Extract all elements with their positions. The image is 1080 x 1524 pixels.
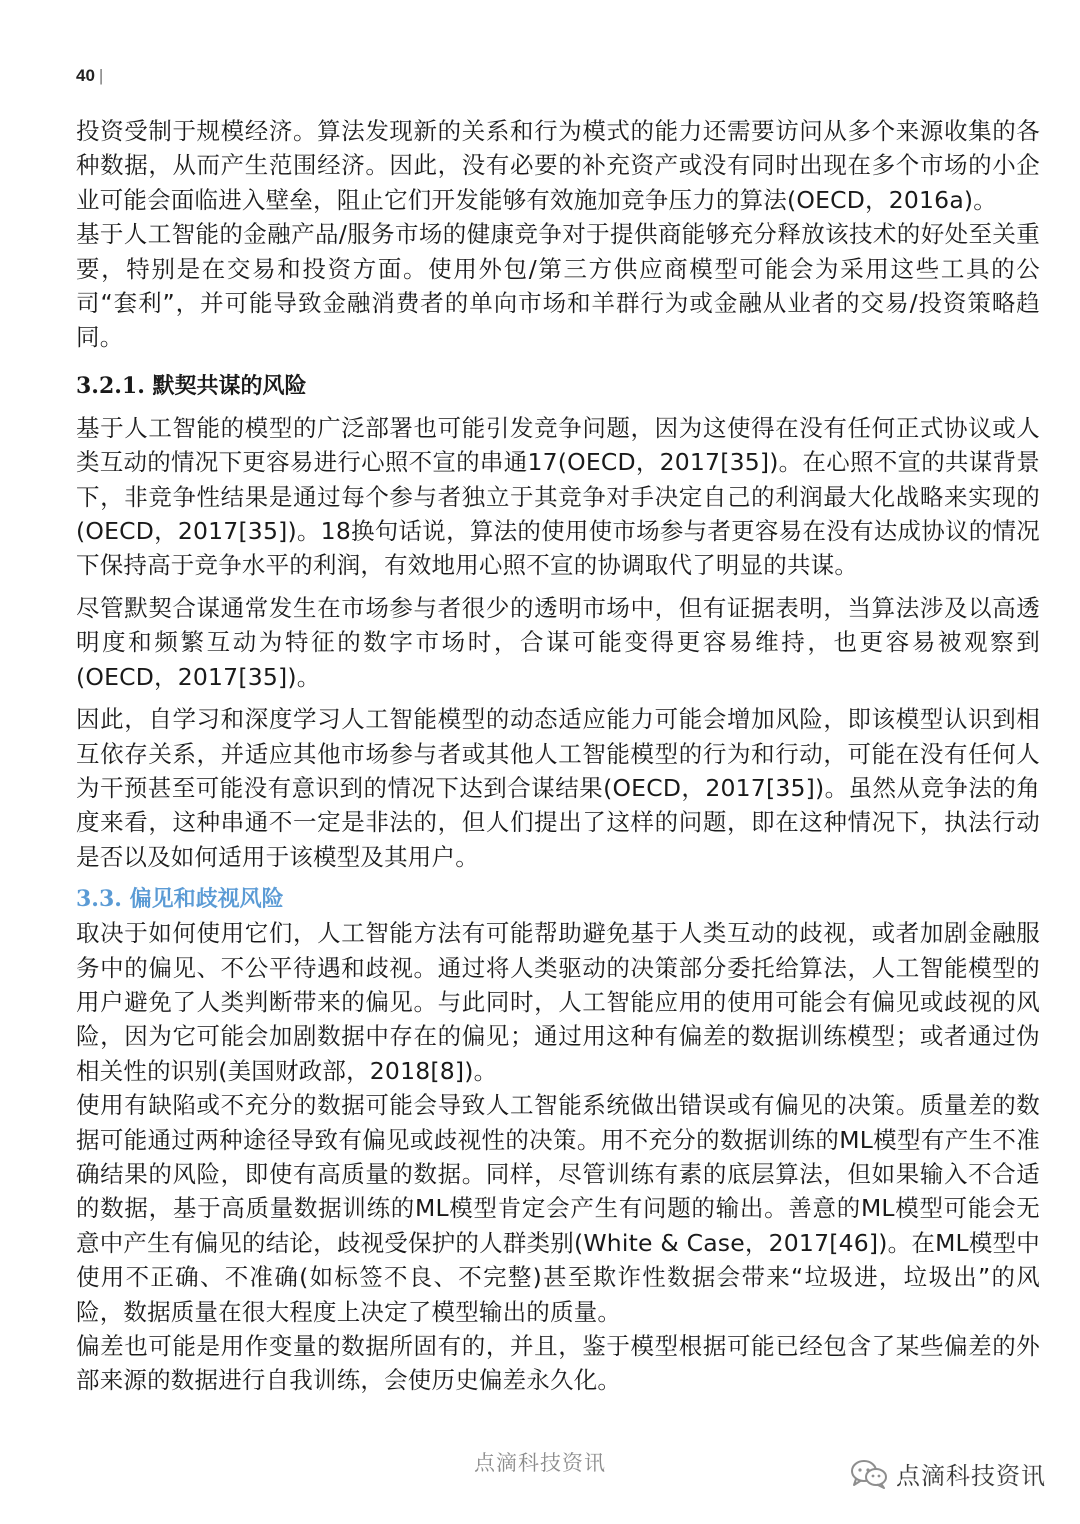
wechat-icon: [850, 1459, 888, 1489]
paragraph-1: 投资受制于规模经济。算法发现新的关系和行为模式的能力还需要访问从多个来源收集的各种数据，从而产生范围经济。因此，没有必要的补充资产或没有同时出现在多个市场的小企业可能会面临进入壁垒，阻止它们开发能够有效施加竞争压力的算法(OECD，2016a)。: [76, 117, 1040, 214]
paragraph-4: 尽管默契合谋通常发生在市场参与者很少的透明市场中，但有证据表明，当算法涉及以高透明度和频繁互动为特征的数字市场时，合谋可能变得更容易维持，也更容易被观察到(OECD，2017[35])。: [76, 593, 1040, 691]
wechat-watermark-badge: [850, 1456, 1046, 1491]
paragraph-7: 使用有缺陷或不充分的数据可能会导致人工智能系统做出错误或有偏见的决策。质量差的数据可能通过两种途径导致有偏见或歧视性的决策。用不充分的数据训练的ML模型有产生不准确结果的风险，即使有高质量的数据。同样，尽管训练有素的底层算法，但如果输入不合适的数据，基于高质量数据训练的ML模型肯定会产生有问题的输出。善意的ML模型可能会无意中产生有偏见的结论，歧视受保护的人群类别(White & Case，2017[46])。在ML模型中使用不正确、不准确(如标签不良、不完整)甚至欺诈性数据会带来“垃圾进，垃圾出”的风险，数据质量在很大程度上决定了模型输出的质量。: [76, 1091, 1040, 1326]
paragraph-8: 偏差也可能是用作变量的数据所固有的，并且，鉴于模型根据可能已经包含了某些偏差的外部来源的数据进行自我训练，会使历史偏差永久化。: [76, 1332, 1040, 1395]
section-heading-3-2-1: 3.2.1. 默契共谋的风险: [76, 372, 307, 399]
document-body: [76, 114, 1040, 1398]
page-number-separator: |: [98, 66, 104, 85]
paragraph-5: 因此，自学习和深度学习人工智能模型的动态适应能力可能会增加风险，即该模型认识到相互依存关系，并适应其他市场参与者或其他人工智能模型的行为和行动，可能在没有任何人为干预甚至可能没有意识到的情况下达到合谋结果(OECD，2017[35])。虽然从竞争法的角度来看，这种串通不一定是非法的，但人们提出了这样的问题，即在这种情况下，执法行动是否以及如何适用于该模型及其用户。: [76, 705, 1040, 871]
paragraph-2: 基于人工智能的金融产品/服务市场的健康竞争对于提供商能够充分释放该技术的好处至关重要，特别是在交易和投资方面。使用外包/第三方供应商模型可能会为采用这些工具的公司“套利”，并可能导致金融消费者的单向市场和羊群行为或金融从业者的交易/投资策略趋同。: [76, 220, 1040, 352]
watermark-center-text: 点滴科技资讯: [474, 1451, 606, 1475]
wechat-badge-text: 点滴科技资讯: [896, 1462, 1046, 1490]
page-number: [76, 66, 103, 86]
paragraph-6: 取决于如何使用它们，人工智能方法有可能帮助避免基于人类互动的歧视，或者加剧金融服务中的偏见、不公平待遇和歧视。通过将人类驱动的决策部分委托给算法，人工智能模型的用户避免了人类判断带来的偏见。与此同时，人工智能应用的使用可能会有偏见或歧视的风险，因为它可能会加剧数据中存在的偏见；通过用这种有偏差的数据训练模型；或者通过伪相关性的识别(美国财政部，2018[8])。: [76, 919, 1040, 1085]
paragraph-3: 基于人工智能的模型的广泛部署也可能引发竞争问题，因为这使得在没有任何正式协议或人类互动的情况下更容易进行心照不宣的串通17(OECD，2017[35])。在心照不宣的共谋背景下，非竞争性结果是通过每个参与者独立于其竞争对手决定自己的利润最大化战略来实现的(OECD，2017[35])。18换句话说，算法的使用使市场参与者更容易在没有达成协议的情况下保持高于竞争水平的利润，有效地用心照不宣的协调取代了明显的共谋。: [76, 413, 1040, 580]
page-number-value: 40: [76, 66, 95, 85]
section-heading-3-3: 3.3. 偏见和歧视风险: [76, 886, 284, 913]
